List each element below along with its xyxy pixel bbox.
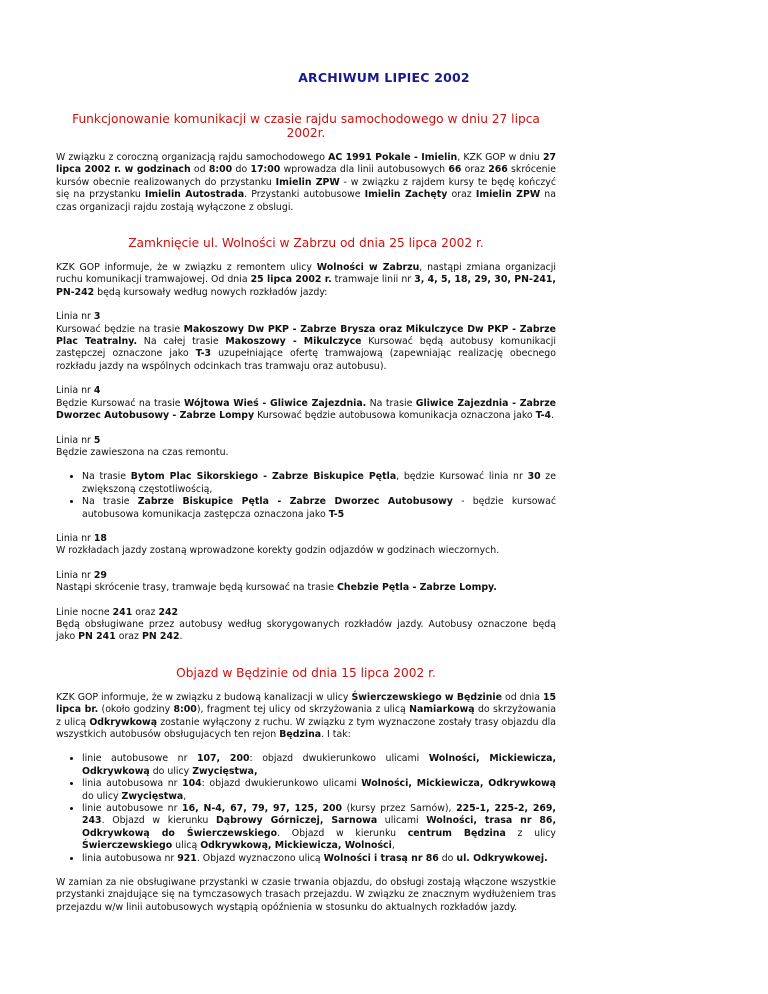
line-29-paragraph: Linia nr 29 Nastąpi skrócenie trasy, tramwaje będą kursować na trasie Chebzie Pętla - Zabrze Lompy. [56, 569, 497, 594]
list-item: • linia autobusowa nr 921. Objazd wyznaczono ulicą Wolności i trasą nr 86 do ul. Odkrywkowej. [82, 853, 556, 865]
list-item: • linia autobusowa nr 104: objazd dwukierunkowo ulicami Wolności, Mickiewicza, Odkrywkową do ulicy Zwycięstwa, [82, 778, 556, 803]
section-title: Objazd w Będzinie od dnia 15 lipca 2002 r. [176, 665, 436, 680]
line-5-paragraph: Linia nr 5 Będzie zawieszona na czas remontu. [56, 434, 229, 458]
paragraph: KZK GOP informuje, że w związku z remontem ulicy Wolności w Zabrzu, nastąpi zmiana organizacji ruchu komunikacji tramwajowej. Od dnia 25 lipca 2002 r. tramwaje linii nr 3, 4, 5, 18, 29, 30, PN-241, PN-242 będą kursowały według nowych rozkładów jazdy: [56, 262, 556, 298]
section-zabrze [56, 236, 556, 644]
page-title: ARCHIWUM LIPIEC 2002 [298, 70, 470, 85]
section-title: Funkcjonowanie komunikacji w czasie rajdu samochodowego w dniu 27 lipca 2002r. [72, 112, 540, 140]
bullet-list [56, 471, 556, 521]
paragraph: W związku z coroczną organizacją rajdu samochodowego AC 1991 Pokale - Imielin, KZK GOP w dniu 27 lipca 2002 r. w godzinach od 8:00 do 17:00 wprowadza dla linii autobusowych 66 oraz 266 skrócenie kursów obecnie realizowanych do przystanku Imielin ZPW - w związku z rajdem kursy te będę kończyć się na przystanku Imielin Autostrada. Przystanki autobusowe Imielin Zachęty oraz Imielin ZPW na czas organizacji rajdu zostają wyłączone z obslugi. [56, 152, 556, 213]
line-3-paragraph: Linia nr 3 Kursować będzie na trasie Makoszowy Dw PKP - Zabrze Brysza oraz Mikulczyce Dw PKP - Zabrze Plac Teatralny. Na całej trasie Makoszowy - Mikulczyce Kursować będą autobusy komunikacji zastępczej oznaczone jako T-3 uzupełniające ofertę tramwajową (zapewniając realizację obecnego rozkładu jazdy na wspólnych odcinkach tras tramwaju oraz autobusu). [56, 311, 556, 372]
paragraph: KZK GOP informuje, że w związku z budową kanalizacji w ulicy Świerczewskiego w Będzinie od dnia 15 lipca br. (około godziny 8:00), fragment tej ulicy od skrzyżowania z ulicą Namiarkową do skrzyżowania z ulicą Odkrywkową zostanie wyłączony z ruchu. W związku z tym wyznaczone zostały trasy objazdu dla wszystkich autobusów obsługujacych ten rejon Będzina. I tak: [56, 691, 557, 740]
closing-paragraph: W zamian za nie obsługiwane przystanki w czasie trwania objazdu, do obsługi zostają włączone wszystkie przystanki znajdujące się na tymczasowych trasach przejazdu. W związku ze znacznym wydłużeniem tras przejazdu w/w linii autobusowych wystąpią opóźnienia w stosunku do aktualnych rozkładów jazdy. [56, 877, 556, 913]
section-rajd [56, 112, 556, 214]
list-item: • Na trasie Zabrze Biskupice Pętla - Zabrze Dworzec Autobusowy - będzie kursować autobusowa komunikacja zastępcza oznaczona jako T-5 [82, 496, 556, 521]
list-item: • linie autobusowe nr 16, N-4, 67, 79, 97, 125, 200 (kursy przez Sarnów), 225-1, 225-2, 269, 243. Objazd w kierunku Dąbrowy Górniczej, Sarnowa ulicami Wolności, trasa nr 86, Odkrywkową do Świerczewskiego. Objazd w kierunku centrum Będzina z ulicy Świerczewskiego ulicą Odkrywkową, Mickiewicza, Wolności, [82, 803, 556, 853]
section-title: Zamknięcie ul. Wolności w Zabrzu od dnia 25 lipca 2002 r. [128, 236, 484, 251]
night-lines-paragraph: Linie nocne 241 oraz 242 Będą obsługiwane przez autobusy według skorygowanych rozkładów jazdy. Autobusy oznaczone będą jako PN 241 oraz PN 242. [56, 606, 556, 643]
list-item: • linie autobusowe nr 107, 200: objazd dwukierunkowo ulicami Wolności, Mickiewicza, Odkrywkową do ulicy Zwycięstwa, [82, 753, 556, 778]
line-18-paragraph: Linia nr 18 W rozkładach jazdy zostaną wprowadzone korekty godzin odjazdów w godzinach wieczornych. [56, 532, 500, 557]
list-item: • Na trasie Bytom Plac Sikorskiego - Zabrze Biskupice Pętla, będzie Kursować linia nr 30 ze zwiększoną częstotliwością, [82, 471, 556, 496]
line-4-paragraph: Linia nr 4 Będzie Kursować na trasie Wójtowa Wieś - Gliwice Zajezdnia. Na trasie Gliwice Zajezdnia - Zabrze Dworzec Autobusowy - Zabrze Lompy Kursować będzie autobusowa komunikacja oznaczona jako T-4. [56, 385, 557, 422]
content [56, 112, 556, 936]
bullet-list [56, 753, 556, 865]
section-bedzin [56, 666, 556, 915]
